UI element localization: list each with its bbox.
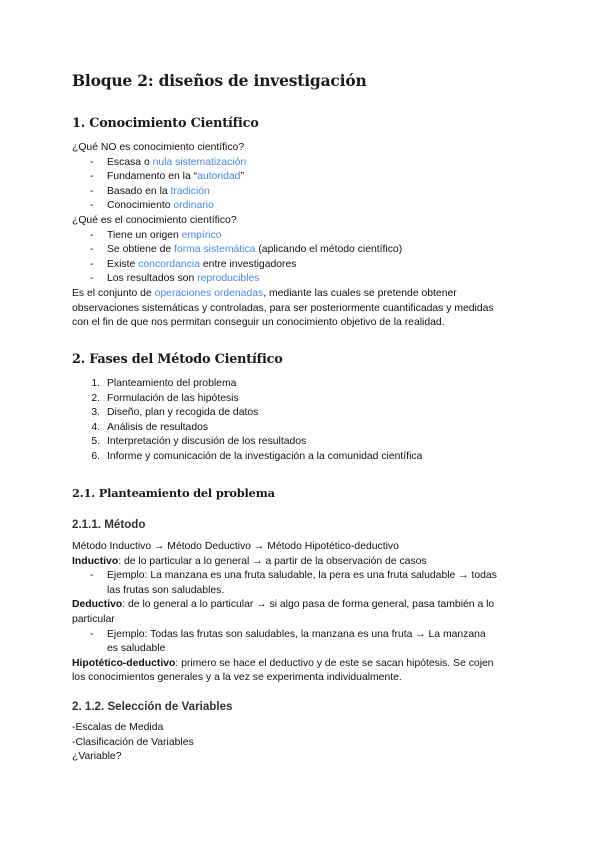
list-item: - Ejemplo: La manzana es una fruta saludable, la pera es una fruta saludable → todas (72, 569, 532, 584)
section-2-1-body (72, 540, 532, 686)
list-item: - Los resultados son reproducibles (72, 272, 532, 287)
list-item: 2. Formulación de las hipótesis (91, 392, 239, 404)
list-item-continuation: es saludable (107, 643, 166, 655)
hypothetico-deductive-continuation: los conocimientos generales y a la vez se experimenta individualmente. (72, 672, 402, 684)
list-item: - Se obtiene de forma sistemática (aplicando el método científico) (72, 243, 532, 258)
variables-list (72, 721, 532, 765)
definition-line-3: con el fin de que nos permitan conseguir un conocimiento objetivo de la realidad. (72, 317, 445, 329)
definition-line-1: Es el conjunto de operaciones ordenadas, mediante las cuales se pretende obtener (72, 287, 457, 299)
subsection-heading-variables: 2. 1.2. Selección de Variables (72, 700, 233, 713)
list-item: ¿Variable? (72, 751, 122, 763)
list-item: 1. Planteamiento del problema (91, 378, 237, 389)
phases-list (72, 377, 532, 465)
hypothetico-deductive-definition: Hipotético-deductivo: primero se hace el deductivo y de este se sacan hipótesis. Se cojen (72, 657, 494, 669)
list-item: 6. Informe y comunicación de la investigación a la comunidad científica (91, 450, 423, 462)
list-item: - Tiene un origen empírico (72, 229, 532, 244)
subsection-heading-metodo: 2.1.1. Método (72, 518, 146, 531)
deductive-definition: Deductivo: de lo general a lo particular → si algo pasa de forma general, pasa también a lo (72, 599, 495, 611)
deductive-definition-continuation: particular (72, 613, 115, 625)
list-item: 3. Diseño, plan y recogida de datos (91, 407, 259, 419)
list-item: - Escasa o nula sistematización (72, 156, 532, 171)
inductive-definition: Inductivo: de lo particular a lo general → a partir de la observación de casos (72, 555, 427, 567)
list-item: 4. Análisis de resultados (91, 421, 209, 433)
document-title: Bloque 2: diseños de investigación (72, 71, 367, 90)
list-item: - Ejemplo: Todas las frutas son saludables, la manzana es una fruta → La manzana (72, 628, 532, 643)
list-item: 5. Interpretación y discusión de los resultados (91, 436, 307, 448)
question-is-scientific: ¿Qué es el conocimiento científico? (72, 214, 237, 226)
list-item: -Clasificación de Variables (72, 736, 194, 748)
section-heading-planteamiento: 2.1. Planteamiento del problema (72, 486, 275, 500)
section-heading-fases: 2. Fases del Método Científico (72, 352, 283, 367)
section-heading-conocimiento: 1. Conocimiento Científico (72, 116, 259, 131)
list-item: -Escalas de Medida (72, 722, 164, 733)
list-item-continuation: las frutas son saludables. (107, 584, 225, 596)
section-1-body (72, 141, 532, 331)
question-not-scientific: ¿Qué NO es conocimiento científico? (72, 142, 245, 153)
definition-line-2: observaciones sistemáticas y controladas, para ser posteriormente cuantificadas y medidas (72, 302, 494, 314)
list-item: - Basado en la tradición (72, 185, 532, 200)
list-item: - Existe concordancia entre investigadores (72, 258, 532, 273)
list-item: - Conocimiento ordinario (72, 199, 532, 214)
list-item: - Fundamento en la “autoridad” (72, 170, 532, 185)
methods-line: Método Inductivo → Método Deductivo → Método Hipotético-deductivo (72, 541, 399, 552)
